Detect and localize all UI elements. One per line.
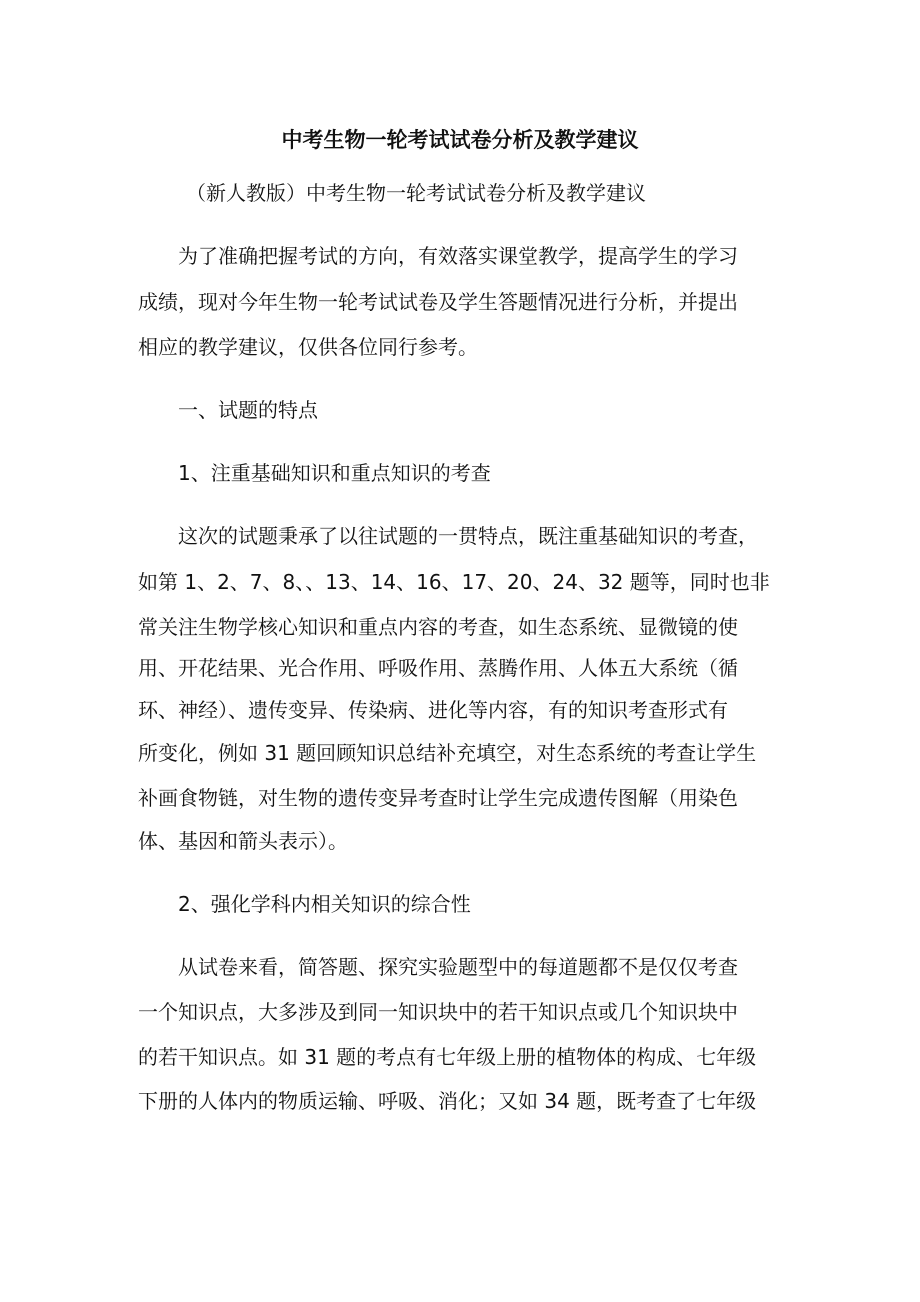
point-1-line-2: 如第 1、2、7、8、、13、14、16、17、20、24、32 题等，同时也非 bbox=[138, 570, 770, 594]
point-2-line-2: 一个知识点，大多涉及到同一知识块中的若干知识点或几个知识块中 bbox=[138, 1000, 738, 1024]
intro-line-1: 为了准确把握考试的方向，有效落实课堂教学，提高学生的学习 bbox=[178, 244, 738, 268]
intro-line-2: 成绩，现对今年生物一轮考试试卷及学生答题情况进行分析，并提出 bbox=[138, 290, 738, 314]
point-1-line-7: 补画食物链，对生物的遗传变异考查时让学生完成遗传图解（用染色 bbox=[138, 786, 738, 810]
point-1-line-4: 用、开花结果、光合作用、呼吸作用、蒸腾作用、人体五大系统（循 bbox=[138, 656, 738, 680]
point-1-line-1: 这次的试题秉承了以往试题的一贯特点，既注重基础知识的考查， bbox=[178, 524, 758, 548]
point-2-line-3: 的若干知识点。如 31 题的考点有七年级上册的植物体的构成、七年级 bbox=[138, 1045, 757, 1069]
point-1-line-3: 常关注生物学核心知识和重点内容的考查，如生态系统、显微镜的使 bbox=[138, 615, 738, 639]
point-2-line-1: 从试卷来看，简答题、探究实验题型中的每道题都不是仅仅考查 bbox=[178, 955, 738, 979]
section-heading: 一、试题的特点 bbox=[178, 398, 318, 422]
point-1-line-8: 体、基因和箭头表示）。 bbox=[138, 829, 348, 853]
point-1-heading: 1、注重基础知识和重点知识的考查 bbox=[178, 461, 491, 485]
point-2-line-4: 下册的人体内的物质运输、呼吸、消化；又如 34 题，既考查了七年级 bbox=[138, 1089, 757, 1113]
point-1-line-6: 所变化，例如 31 题回顾知识总结补充填空，对生态系统的考查让学生 bbox=[138, 741, 757, 765]
point-2-heading: 2、强化学科内相关知识的综合性 bbox=[178, 892, 471, 916]
point-1-line-5: 环、神经）、遗传变异、传染病、进化等内容，有的知识考查形式有 bbox=[138, 698, 728, 722]
intro-line-3: 相应的教学建议，仅供各位同行参考。 bbox=[138, 335, 478, 359]
document-title: 中考生物一轮考试试卷分析及教学建议 bbox=[281, 128, 639, 152]
document-subtitle: （新人教版）中考生物一轮考试试卷分析及教学建议 bbox=[186, 181, 646, 205]
